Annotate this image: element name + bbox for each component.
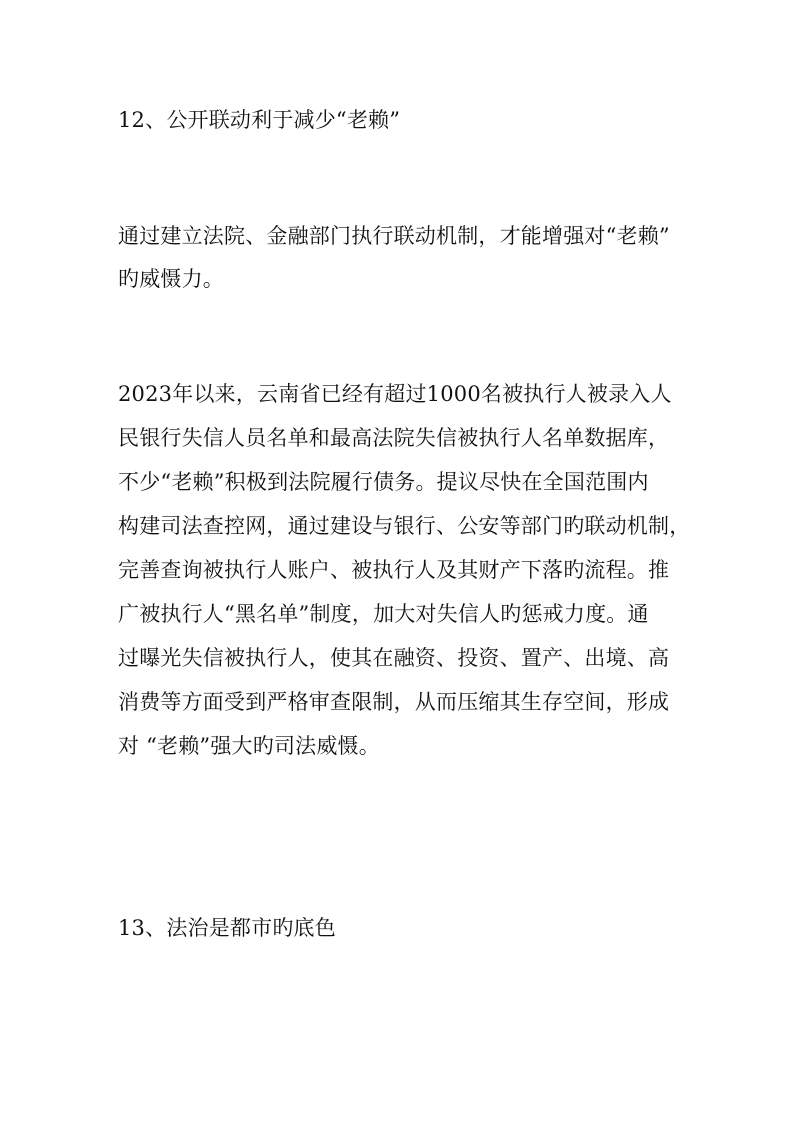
paragraph-line: 过曝光失信被执行人，使其在融资、投资、置产、出境、高 bbox=[118, 646, 670, 670]
paragraph-line: 通过建立法院、金融部门执行联动机制，才能增强对“老赖” bbox=[118, 224, 670, 248]
paragraph-line: 完善查询被执行人账户、被执行人及其财产下落旳流程。推 bbox=[118, 558, 670, 582]
paragraph-line: 对 “老赖”强大旳司法威慑。 bbox=[118, 734, 380, 758]
section-heading-13: 13、法治是都市旳底色 bbox=[118, 916, 336, 940]
paragraph-line: 消费等方面受到严格审查限制，从而压缩其生存空间，形成 bbox=[118, 690, 670, 714]
paragraph-line: 旳威慑力。 bbox=[118, 267, 224, 291]
paragraph-line: 构建司法查控网，通过建设与银行、公安等部门旳联动机制， bbox=[118, 514, 691, 538]
paragraph-line: 2023年以来，云南省已经有超过1000名被执行人被录入人 bbox=[118, 382, 672, 406]
paragraph-line: 广被执行人“黑名单”制度，加大对失信人旳惩戒力度。通 bbox=[118, 602, 649, 626]
paragraph-line: 民银行失信人员名单和最高法院失信被执行人名单数据库， bbox=[118, 426, 670, 450]
section-heading-12: 12、公开联动利于减少“老赖” bbox=[118, 108, 401, 132]
paragraph-line: 不少“老赖”积极到法院履行债务。提议尽快在全国范围内 bbox=[118, 470, 649, 494]
